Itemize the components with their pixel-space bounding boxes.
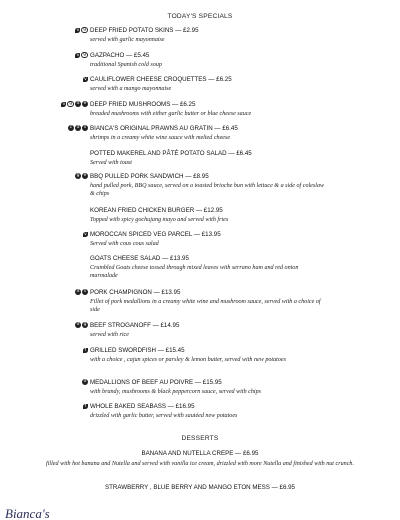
fish-icon: f — [84, 347, 87, 353]
desserts-heading: DESSERTS — [181, 435, 219, 442]
menu-item-title: POTTED MAKEREL AND PÂTÉ POTATO SALAD — £6.45 — [90, 150, 252, 157]
leaf-icon: v — [84, 76, 87, 82]
menu-item-description: served with a mango mayonnaise — [90, 86, 172, 92]
dairy-icon: d — [83, 379, 87, 384]
gluten-free-icon: g — [83, 51, 87, 57]
menu-item-title: WHOLE BAKED SEABASS — £16.95 — [90, 403, 195, 410]
menu-item-title: KOREAN FRIED CHICKEN BURGER — £12.95 — [90, 207, 223, 214]
allergen-icons — [82, 378, 88, 386]
menu-item-description: with brandy, mushrooms & black peppercorn sauce, served with chips — [90, 389, 261, 395]
crustacean-icon: c — [69, 125, 73, 130]
allergen-icons — [75, 26, 88, 34]
leaf-icon: v — [76, 52, 80, 58]
gluten-free-icon: g — [69, 100, 73, 106]
egg-icon: e — [83, 101, 87, 106]
menu-item-description: with a choice , cajun spices or parsley & lemon butter, served with new potatoes — [90, 357, 286, 363]
menu-item-title: BEEF STROGANOFF — £14.95 — [90, 322, 180, 329]
leaf-icon: v — [76, 27, 80, 33]
allergen-icons — [75, 288, 88, 296]
dairy-icon: d — [76, 101, 80, 106]
sulphite-icon: s — [83, 289, 87, 294]
dairy-icon: d — [76, 125, 80, 130]
menu-item-title: PORK CHAMPIGNON — £13.95 — [90, 289, 181, 296]
allergen-icons — [83, 75, 88, 83]
menu-item-title: MEDALLIONS OF BEEF AU POIVRE — £15.95 — [90, 379, 222, 386]
restaurant-logo: Bianca's — [5, 506, 50, 520]
menu-item-description: served with rice — [90, 332, 129, 338]
menu-item-title: GAZPACHO — £5.45 — [90, 52, 150, 59]
menu-item-title: GOATS CHEESE SALAD — £13.95 — [90, 255, 189, 262]
dairy-icon: d — [76, 289, 80, 294]
menu-item-description: Fillet of pork medallions in a creamy white wine and mushroom sauce, served with a choice of side — [90, 299, 321, 314]
menu-item-description: Served with cous cous salad — [90, 241, 159, 247]
gluten-free-icon: g — [83, 26, 87, 32]
leaf-icon: v — [84, 231, 87, 237]
fish-icon: f — [84, 403, 87, 409]
menu-item-description: breaded mushrooms with either garlic butter or blue cheese sauce — [90, 111, 252, 117]
allergen-icons — [68, 124, 88, 132]
specials-heading: TODAY'S SPECIALS — [167, 13, 233, 20]
menu-item-title: DEEP FRIED POTATO SKINS — £2.95 — [90, 27, 199, 34]
allergen-icons — [75, 51, 88, 59]
allergen-icons — [83, 402, 88, 410]
menu-item-description: traditional Spanish cold soup — [90, 62, 162, 68]
menu-item-description: shrimps in a creamy white wine sauce with melted cheese — [90, 135, 231, 141]
dessert-description: filled with hot banana and Nutella and served with vanilla ice cream, drizzled with more Nutella and finished with nut crunch. — [46, 461, 354, 467]
menu-item-description: served with garlic mayonnaise — [90, 37, 165, 43]
leaf-icon: v — [62, 101, 66, 107]
menu-item-description: drizzled with garlic butter, served with sautéed new potatoes — [90, 413, 238, 419]
menu-item-description: Served with toast — [90, 160, 132, 166]
dairy-icon: d — [76, 322, 80, 327]
menu-item-title: BBQ PULLED PORK SANDWICH — £8.95 — [90, 173, 209, 180]
sulphite-icon: s — [83, 125, 87, 130]
allergen-icons — [75, 321, 88, 329]
gluten-icon: g — [83, 322, 87, 327]
menu-item-title: BIANCA'S ORIGINAL PRAWNS AU GRATIN — £6.45 — [90, 125, 238, 132]
allergen-icons — [75, 172, 88, 180]
menu-item-title: DEEP FRIED MUSHROOMS — £6.25 — [90, 101, 196, 108]
menu-item-description: hand pulled pork, BBQ sauce, served on a toasted brioche bun with lettuce & a side of coleslaw & chips — [90, 183, 325, 198]
dessert-title: BANANA AND NUTELLA CREPE — £6.95 — [141, 450, 259, 457]
menu-item-title: CAULIFLOWER CHEESE CROQUETTES — £6.25 — [90, 76, 232, 83]
allergen-icons — [61, 100, 88, 108]
allergen-icons — [83, 230, 88, 238]
menu-item-title: MOROCCAN SPICED VEG PARCEL — £13.95 — [90, 231, 221, 238]
menu-item-title: GRILLED SWORDFISH — £15.45 — [90, 347, 185, 354]
gluten-icon: g — [76, 173, 80, 178]
menu-item-description: Topped with spicy gochujang mayo and served with fries — [90, 217, 229, 223]
menu-item-description: Crumbled Goats cheese tossed through mixed leaves with serrano ham and red onion marmalade — [90, 265, 299, 280]
allergen-icons — [83, 346, 88, 354]
dessert-title: STRAWBERRY , BLUE BERRY AND MANGO ETON MESS — £6.95 — [104, 484, 296, 491]
egg-icon: e — [83, 173, 87, 178]
